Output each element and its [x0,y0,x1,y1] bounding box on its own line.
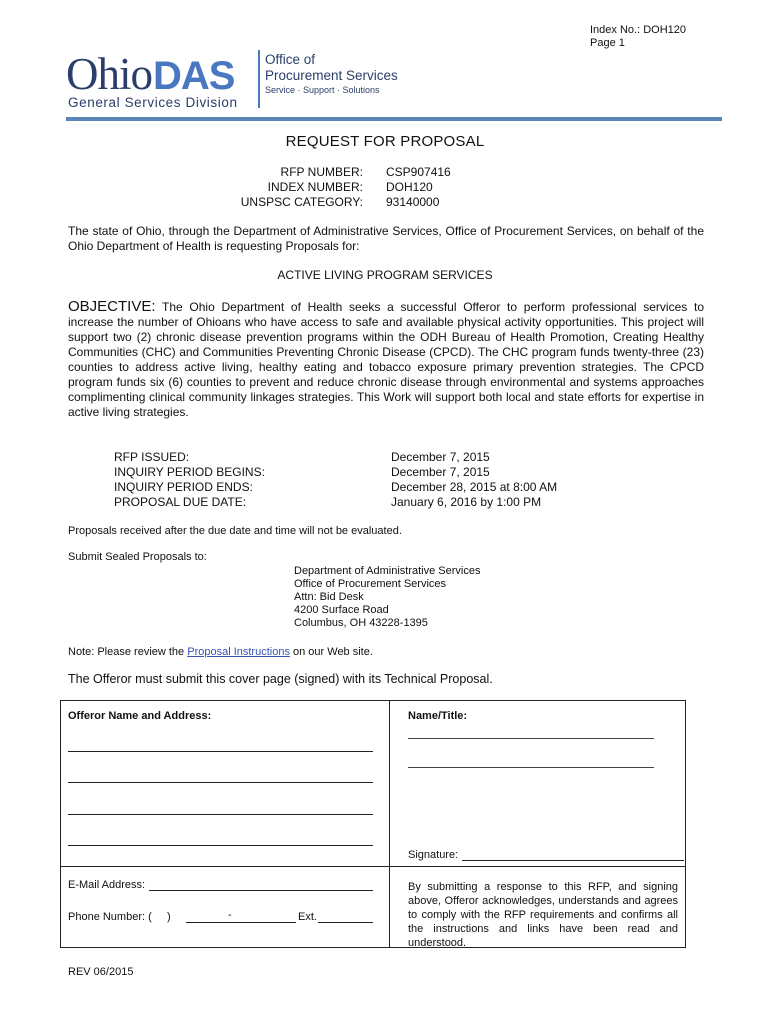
inquiry-ends-label: INQUIRY PERIOD ENDS: [114,480,253,494]
name-title-label: Name/Title: [408,710,468,722]
identifier-labels [200,165,363,210]
service-title: ACTIVE LIVING PROGRAM SERVICES [277,268,493,282]
index-block [590,24,686,50]
address-line: 4200 Surface Road [294,604,389,616]
cover-page-note: The Offeror must submit this cover page (signed) with its Technical Proposal. [68,672,493,686]
offeror-address-line-1[interactable] [68,751,373,752]
inquiry-begins-label: INQUIRY PERIOD BEGINS: [114,465,265,479]
web-note-before: Note: Please review the [68,646,188,658]
identifier-values [386,165,451,210]
logo-office-line1: Office of [265,52,316,67]
proposal-due-label: PROPOSAL DUE DATE: [114,495,247,509]
proposal-instructions-link[interactable]: Proposal Instructions [187,646,290,658]
rfp-number-label: RFP NUMBER: [280,165,363,179]
web-note [68,646,373,659]
unspsc-category-value: 93140000 [386,195,440,209]
late-proposal-note: Proposals received after the due date and time will not be evaluated. [68,525,402,537]
phone-dash: - [228,909,232,921]
ext-label: Ext. [298,911,317,923]
logo-tagline: Service · Support · Solutions [265,85,380,95]
logo-office-line2: Procurement Services [265,68,398,83]
objective-heading: OBJECTIVE: [68,298,156,315]
offeror-name-label: Offeror Name and Address: [68,710,212,722]
signature-line[interactable] [462,860,684,861]
form-column-divider [389,701,390,947]
address-line: Attn: Bid Desk [294,591,364,603]
web-note-after: on our Web site. [289,646,373,658]
offeror-address-line-2[interactable] [68,782,373,783]
email-label: E-Mail Address: [68,879,146,891]
index-number: Index No.: DOH120 [590,24,686,36]
name-title-line-2[interactable] [408,767,654,768]
name-title-line-1[interactable] [408,738,654,739]
header-rule [66,117,722,121]
logo-das-text: DAS [153,54,235,98]
logo-divider [258,50,260,108]
date-values [391,450,557,510]
signature-label: Signature: [408,849,459,861]
rfp-issued-label: RFP ISSUED: [114,450,190,464]
email-line[interactable] [149,890,373,891]
logo-ohio-text: Ohio [66,49,152,99]
mailing-address [294,565,480,630]
acknowledgement-text: By submitting a response to this RFP, and signing above, Offeror acknowledges, understands and agrees to comply with the RFP requirements and confirms all the instructions and links have been read and understood. [408,881,678,949]
offeror-address-line-3[interactable] [68,814,373,815]
index-number-label: INDEX NUMBER: [267,180,363,194]
inquiry-begins-value: December 7, 2015 [391,465,490,479]
logo-division-text: General Services Division [68,95,238,110]
form-row-divider [60,866,686,867]
page-number: Page 1 [590,37,625,49]
ext-line[interactable] [318,922,373,923]
phone-number-line[interactable] [186,922,296,923]
unspsc-category-label: UNSPSC CATEGORY: [240,195,363,209]
revision-label: REV 06/2015 [68,966,134,978]
date-labels [114,450,265,510]
rfp-issued-value: December 7, 2015 [391,450,490,464]
index-number-value: DOH120 [386,180,433,194]
inquiry-ends-value: December 28, 2015 at 8:00 AM [391,480,558,494]
rfp-number-value: CSP907416 [386,165,451,179]
ohio-das-logo [66,49,411,111]
objective-text: The Ohio Department of Health seeks a successful Offeror to perform professional services to increase the number of Ohioans who have access to safe and available physical activity opportunities. This project will support two (2) chronic disease prevention programs within the ODH Bureau of Health Promotion, Creating Healthy Communities (CHC) and Communities Preventing Chronic Disease (CPCD). The CHC program funds twenty-three (23) counties to address active living, healthy eating and tobacco exposure primary prevention strategies. The CPCD program funds six (6) counties to prevent and reduce chronic disease through environmental and systems approaches complimenting clinical community linkages strategies. This Work will support both local and state efforts for expertise in active living strategies. [68,300,704,419]
intro-paragraph: The state of Ohio, through the Department of Administrative Services, Office of Procurement Services, on behalf of the Ohio Department of Health is requesting Proposals for: [68,224,704,253]
proposal-due-value: January 6, 2016 by 1:00 PM [391,495,542,509]
phone-label: Phone Number: ( [68,911,152,923]
address-line: Department of Administrative Services [294,565,481,577]
objective-paragraph [68,299,704,420]
page-title: REQUEST FOR PROPOSAL [285,133,485,150]
address-line: Office of Procurement Services [294,578,447,590]
address-line: Columbus, OH 43228-1395 [294,617,428,629]
phone-paren: ) [167,911,171,923]
offeror-address-line-4[interactable] [68,845,373,846]
submit-to-label: Submit Sealed Proposals to: [68,551,207,563]
